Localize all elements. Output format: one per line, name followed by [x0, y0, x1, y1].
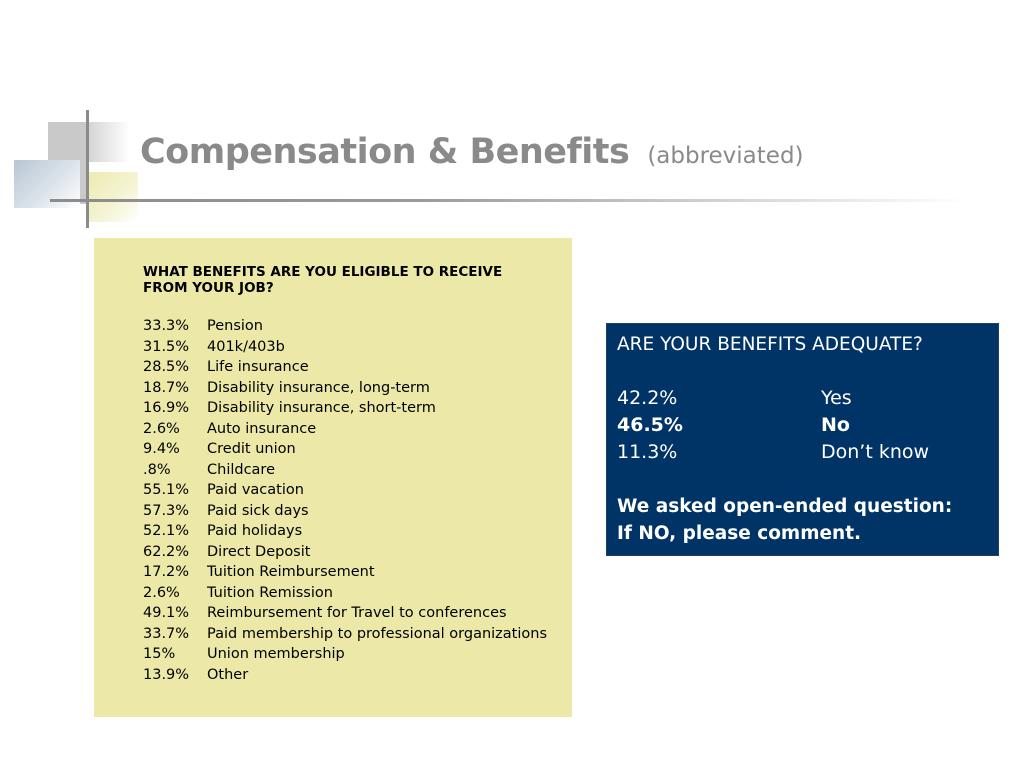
- benefit-percent: 33.7%: [143, 625, 190, 642]
- benefit-row: [143, 480, 572, 501]
- benefit-percent: 17.2%: [143, 564, 190, 580]
- adequacy-percent: 11.3%: [617, 441, 678, 463]
- benefit-label: Disability insurance, long-term: [207, 379, 430, 396]
- benefit-row: [143, 665, 572, 686]
- benefit-label: Other: [207, 666, 249, 683]
- decorative-corner-graphic: [0, 0, 200, 240]
- benefit-label: Paid membership to professional organizations: [207, 625, 548, 642]
- benefit-percent: 28.5%: [143, 359, 190, 375]
- benefits-question: WHAT BENEFITS ARE YOU ELIGIBLE TO RECEIVE FROM YOUR JOB?: [143, 264, 503, 296]
- adequacy-note-line1: We asked open-ended question:: [617, 496, 953, 517]
- benefit-percent: 2.6%: [143, 420, 180, 437]
- adequacy-percent: 46.5%: [617, 414, 683, 436]
- benefit-percent: 33.3%: [143, 318, 190, 334]
- benefit-row: [143, 460, 572, 481]
- adequacy-label: No: [821, 414, 850, 436]
- benefit-label: 401k/403b: [207, 338, 285, 355]
- benefit-percent: 13.9%: [143, 666, 190, 683]
- vertical-rule: [86, 110, 89, 228]
- benefit-label: Union membership: [207, 646, 345, 662]
- benefit-label: Tuition Remission: [207, 584, 333, 601]
- benefit-percent: .8%: [143, 461, 171, 478]
- benefit-label: Direct Deposit: [207, 543, 311, 560]
- benefits-list: [143, 316, 572, 685]
- benefit-label: Paid vacation: [207, 482, 304, 498]
- benefit-label: Auto insurance: [207, 420, 317, 437]
- adequacy-row: [617, 385, 998, 412]
- benefit-label: Life insurance: [207, 359, 309, 375]
- benefit-row: [143, 501, 572, 522]
- adequacy-note: [617, 493, 998, 547]
- benefit-row: [143, 378, 572, 399]
- benefit-row: [143, 583, 572, 604]
- benefit-row: [143, 316, 572, 337]
- benefit-row: [143, 398, 572, 419]
- adequacy-label: Yes: [821, 387, 852, 409]
- benefit-percent: 49.1%: [143, 605, 190, 621]
- benefit-row: [143, 521, 572, 542]
- benefit-row: [143, 337, 572, 358]
- slide-title-area: [140, 132, 804, 172]
- benefit-row: [143, 439, 572, 460]
- benefit-percent: 18.7%: [143, 379, 190, 396]
- adequacy-note-line2: If NO, please comment.: [617, 523, 862, 544]
- adequacy-question: ARE YOUR BENEFITS ADEQUATE?: [617, 334, 923, 355]
- benefit-row: [143, 644, 572, 665]
- adequacy-label: Don’t know: [821, 441, 930, 463]
- benefit-percent: 16.9%: [143, 400, 190, 416]
- benefit-percent: 52.1%: [143, 523, 190, 539]
- benefit-label: Reimbursement for Travel to conferences: [207, 605, 507, 621]
- benefit-label: Disability insurance, short-term: [207, 400, 436, 416]
- benefit-percent: 55.1%: [143, 482, 190, 498]
- benefit-row: [143, 542, 572, 563]
- benefit-label: Pension: [207, 318, 263, 334]
- benefit-row: [143, 357, 572, 378]
- benefit-label: Credit union: [207, 441, 296, 457]
- benefit-percent: 57.3%: [143, 502, 190, 519]
- benefit-row: [143, 419, 572, 440]
- grey-gradient-square: [88, 122, 130, 162]
- benefit-label: Paid sick days: [207, 502, 309, 519]
- adequacy-row-highlighted: [617, 412, 998, 439]
- slide-title: Compensation & Benefits: [140, 132, 630, 172]
- benefit-percent: 62.2%: [143, 543, 190, 560]
- benefit-percent: 31.5%: [143, 338, 190, 355]
- yellow-gradient-square: [88, 172, 138, 222]
- title-underline: [50, 199, 970, 202]
- benefit-percent: 9.4%: [143, 441, 180, 457]
- benefits-adequacy-panel: [606, 323, 999, 556]
- adequacy-row: [617, 439, 998, 466]
- benefits-eligibility-panel: [94, 238, 572, 717]
- benefit-row: [143, 562, 572, 583]
- adequacy-percent: 42.2%: [617, 387, 678, 409]
- benefit-percent: 2.6%: [143, 584, 180, 601]
- benefit-label: Childcare: [207, 461, 275, 478]
- benefit-percent: 15%: [143, 646, 176, 662]
- benefit-label: Tuition Reimbursement: [207, 564, 375, 580]
- slide-subtitle: (abbreviated): [647, 143, 804, 169]
- benefit-row: [143, 603, 572, 624]
- benefit-row: [143, 624, 572, 645]
- benefit-label: Paid holidays: [207, 523, 303, 539]
